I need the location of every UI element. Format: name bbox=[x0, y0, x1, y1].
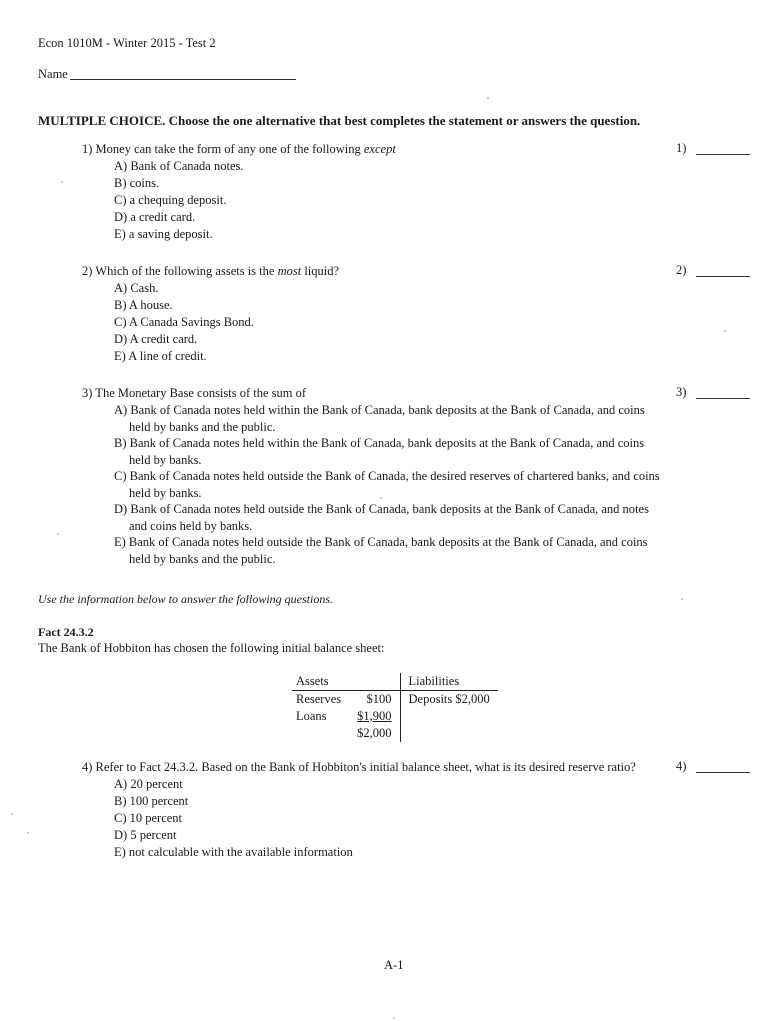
answer-number-3: 3) bbox=[676, 385, 687, 399]
course-title: Econ 1010M - Winter 2015 - Test 2 bbox=[38, 36, 216, 50]
fact-text: The Bank of Hobbiton has chosen the following initial balance sheet: bbox=[38, 641, 385, 655]
question-stem: 3) The Monetary Base consists of the sum of bbox=[82, 386, 307, 400]
scan-speck bbox=[61, 181, 63, 183]
total-assets-value: $2,000 bbox=[355, 725, 400, 742]
option-e: E) not calculable with the available information bbox=[114, 844, 353, 859]
option-b: B) coins. bbox=[114, 176, 160, 190]
scan-speck bbox=[724, 330, 726, 332]
fact-label: Fact 24.3.2 bbox=[38, 625, 94, 639]
answer-blank-3[interactable] bbox=[696, 384, 750, 399]
answer-number-2: 2) bbox=[676, 263, 687, 277]
assets-header: Assets bbox=[292, 673, 400, 691]
answer-number-4: 4) bbox=[676, 759, 687, 773]
question-stem: 1) Money can take the form of any one of the following except bbox=[82, 142, 396, 156]
scan-speck bbox=[681, 598, 683, 600]
option-c: C) a chequing deposit. bbox=[114, 193, 227, 207]
option-a: A) Cash. bbox=[114, 281, 159, 295]
option-a: A) 20 percent bbox=[114, 776, 183, 791]
question-2 bbox=[82, 263, 682, 365]
option-b: B) A house. bbox=[114, 298, 173, 312]
scan-speck bbox=[393, 1017, 395, 1019]
balance-sheet-table bbox=[292, 673, 498, 742]
option-d: D) a credit card. bbox=[114, 210, 196, 224]
answer-blank-2[interactable] bbox=[696, 262, 750, 277]
page-number: A-1 bbox=[384, 958, 404, 972]
reserves-value: $100 bbox=[355, 691, 400, 709]
liabilities-header: Liabilities bbox=[400, 673, 498, 691]
option-e: E) Bank of Canada notes held outside the Bank of Canada, bank deposits at the Bank of Canada, and coins held by banks and the public. bbox=[114, 535, 648, 566]
question-3 bbox=[82, 385, 662, 567]
loans-label: Loans bbox=[296, 709, 327, 723]
scan-speck bbox=[11, 813, 13, 815]
section-instructions: MULTIPLE CHOICE. Choose the one alternative that best completes the statement or answers the question. bbox=[38, 113, 641, 128]
option-b: B) Bank of Canada notes held within the Bank of Canada, bank deposits at the Bank of Canada, and coins held by banks. bbox=[114, 436, 645, 467]
option-a: A) Bank of Canada notes. bbox=[114, 159, 244, 173]
option-b: B) 100 percent bbox=[114, 793, 189, 808]
scan-speck bbox=[380, 497, 382, 499]
answer-number-1: 1) bbox=[676, 141, 687, 155]
question-4 bbox=[82, 759, 642, 861]
option-c: C) 10 percent bbox=[114, 810, 183, 825]
name-field-line[interactable] bbox=[70, 79, 296, 80]
option-a: A) Bank of Canada notes held within the Bank of Canada, bank deposits at the Bank of Canada, and coins held by banks and the public. bbox=[114, 403, 645, 434]
option-c: C) A Canada Savings Bond. bbox=[114, 315, 254, 329]
option-e: E) a saving deposit. bbox=[114, 227, 213, 241]
loans-value: $1,900 bbox=[357, 709, 392, 723]
reserves-label: Reserves bbox=[296, 692, 342, 706]
option-d: D) A credit card. bbox=[114, 332, 198, 346]
use-info-note: Use the information below to answer the following questions. bbox=[38, 592, 333, 606]
option-e: E) A line of credit. bbox=[114, 349, 207, 363]
scan-speck bbox=[27, 832, 29, 834]
question-stem: 2) Which of the following assets is the most liquid? bbox=[82, 264, 340, 278]
scan-speck bbox=[57, 533, 59, 535]
answer-blank-1[interactable] bbox=[696, 140, 750, 155]
option-d: D) Bank of Canada notes held outside the Bank of Canada, bank deposits at the Bank of Canada, and notes and coins held by banks. bbox=[114, 502, 649, 533]
question-stem: 4) Refer to Fact 24.3.2. Based on the Bank of Hobbiton's initial balance sheet, what is its desired reserve ratio? bbox=[82, 760, 636, 774]
question-1 bbox=[82, 141, 682, 243]
option-d: D) 5 percent bbox=[114, 827, 177, 842]
answer-blank-4[interactable] bbox=[696, 758, 750, 773]
scan-speck bbox=[487, 97, 489, 99]
deposits-value: Deposits $2,000 bbox=[408, 692, 490, 706]
name-label: Name bbox=[38, 67, 68, 81]
option-c: C) Bank of Canada notes held outside the Bank of Canada, the desired reserves of chartered banks, and coins held by banks. bbox=[114, 469, 660, 500]
